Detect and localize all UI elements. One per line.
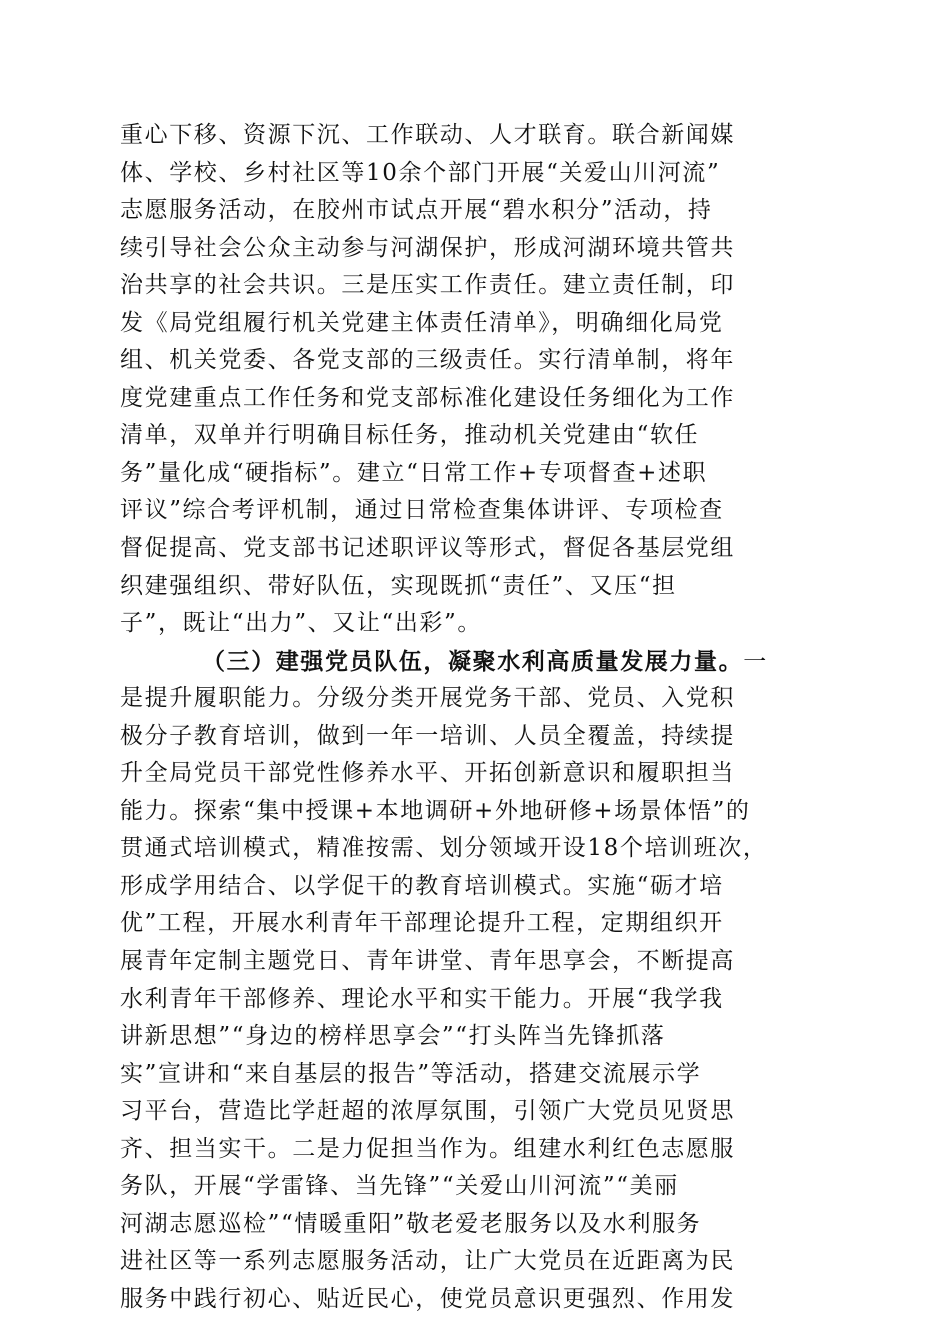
- text-line: 形成学用结合、以学促干的教育培训模式。实施“砺才培: [120, 872, 724, 899]
- section-heading-continuation: 一: [743, 648, 768, 675]
- text-line: 升全局党员干部党性修养水平、开拓创新意识和履职担当: [120, 760, 735, 787]
- text-line: 续引导社会公众主动参与河湖保护，形成河湖环境共管共: [120, 234, 735, 261]
- text-line: 进社区等一系列志愿服务活动，让广大党员在近距离为民: [120, 1248, 735, 1275]
- text-line: 组、机关党委、各党支部的三级责任。实行清单制，将年: [120, 347, 735, 374]
- text-line: 织建强组织、带好队伍，实现既抓“责任”、又压“担: [120, 572, 677, 599]
- text-line: 服务中践行初心、贴近民心，使党员意识更强烈、作用发: [120, 1285, 735, 1312]
- text-line: 子”，既让“出力”、又让“出彩”。: [120, 610, 482, 637]
- text-line: 实”宣讲和“来自基层的报告”等活动，搭建交流展示学: [120, 1060, 702, 1087]
- text-line: 治共享的社会共识。三是压实工作责任。建立责任制，印: [120, 272, 735, 299]
- text-line: 讲新思想”“身边的榜样思享会”“打头阵当先锋抓落: [120, 1023, 666, 1050]
- text-line: 习平台，营造比学赶超的浓厚氛围，引领广大党员见贤思: [120, 1098, 735, 1125]
- text-line: 极分子教育培训，做到一年一培训、人员全覆盖，持续提: [120, 722, 735, 749]
- text-line: 评议”综合考评机制，通过日常检查集体讲评、专项检查: [120, 497, 724, 524]
- text-line: 务队，开展“学雷锋、当先锋”“关爱山川河流”“美丽: [120, 1173, 679, 1200]
- text-line: 水利青年干部修养、理论水平和实干能力。开展“我学我: [120, 985, 724, 1012]
- section-heading: （三）建强党员队伍，凝聚水利高质量发展力量。: [202, 647, 744, 675]
- text-line: 展青年定制主题党日、青年讲堂、青年思享会，不断提高: [120, 948, 735, 975]
- text-line: 重心下移、资源下沉、工作联动、人才联育。联合新闻媒: [120, 122, 735, 148]
- text-line: 体、学校、乡村社区等10余个部门开展“关爱山川河流”: [120, 159, 721, 186]
- text-line: 齐、担当实干。二是力促担当作为。组建水利红色志愿服: [120, 1135, 735, 1162]
- text-line: 督促提高、党支部书记述职评议等形式，督促各基层党组: [120, 535, 735, 562]
- section-heading-line: [120, 643, 840, 681]
- text-line: 是提升履职能力。分级分类开展党务干部、党员、入党积: [120, 685, 735, 712]
- text-line: 贯通式培训模式，精准按需、划分领域开设18个培训班次，: [120, 835, 768, 862]
- text-line: 优”工程，开展水利青年干部理论提升工程，定期组织开: [120, 910, 724, 937]
- text-line: 清单，双单并行明确目标任务，推动机关党建由“软任: [120, 422, 700, 449]
- text-line: 发《局党组履行机关党建主体责任清单》，明确细化局党: [120, 309, 724, 336]
- text-line: 能力。探索“集中授课+本地调研+外地研修+场景体悟”的: [120, 797, 751, 824]
- text-line: 度党建重点工作任务和党支部标准化建设任务细化为工作: [120, 384, 735, 411]
- body-text: [120, 117, 840, 1319]
- text-line: 志愿服务活动，在胶州市试点开展“碧水积分”活动，持: [120, 197, 713, 224]
- text-line: 务”量化成“硬指标”。建立“日常工作+专项督查+述职: [120, 459, 708, 486]
- text-line: 河湖志愿巡检”“情暖重阳”敬老爱老服务以及水利服务: [120, 1210, 702, 1237]
